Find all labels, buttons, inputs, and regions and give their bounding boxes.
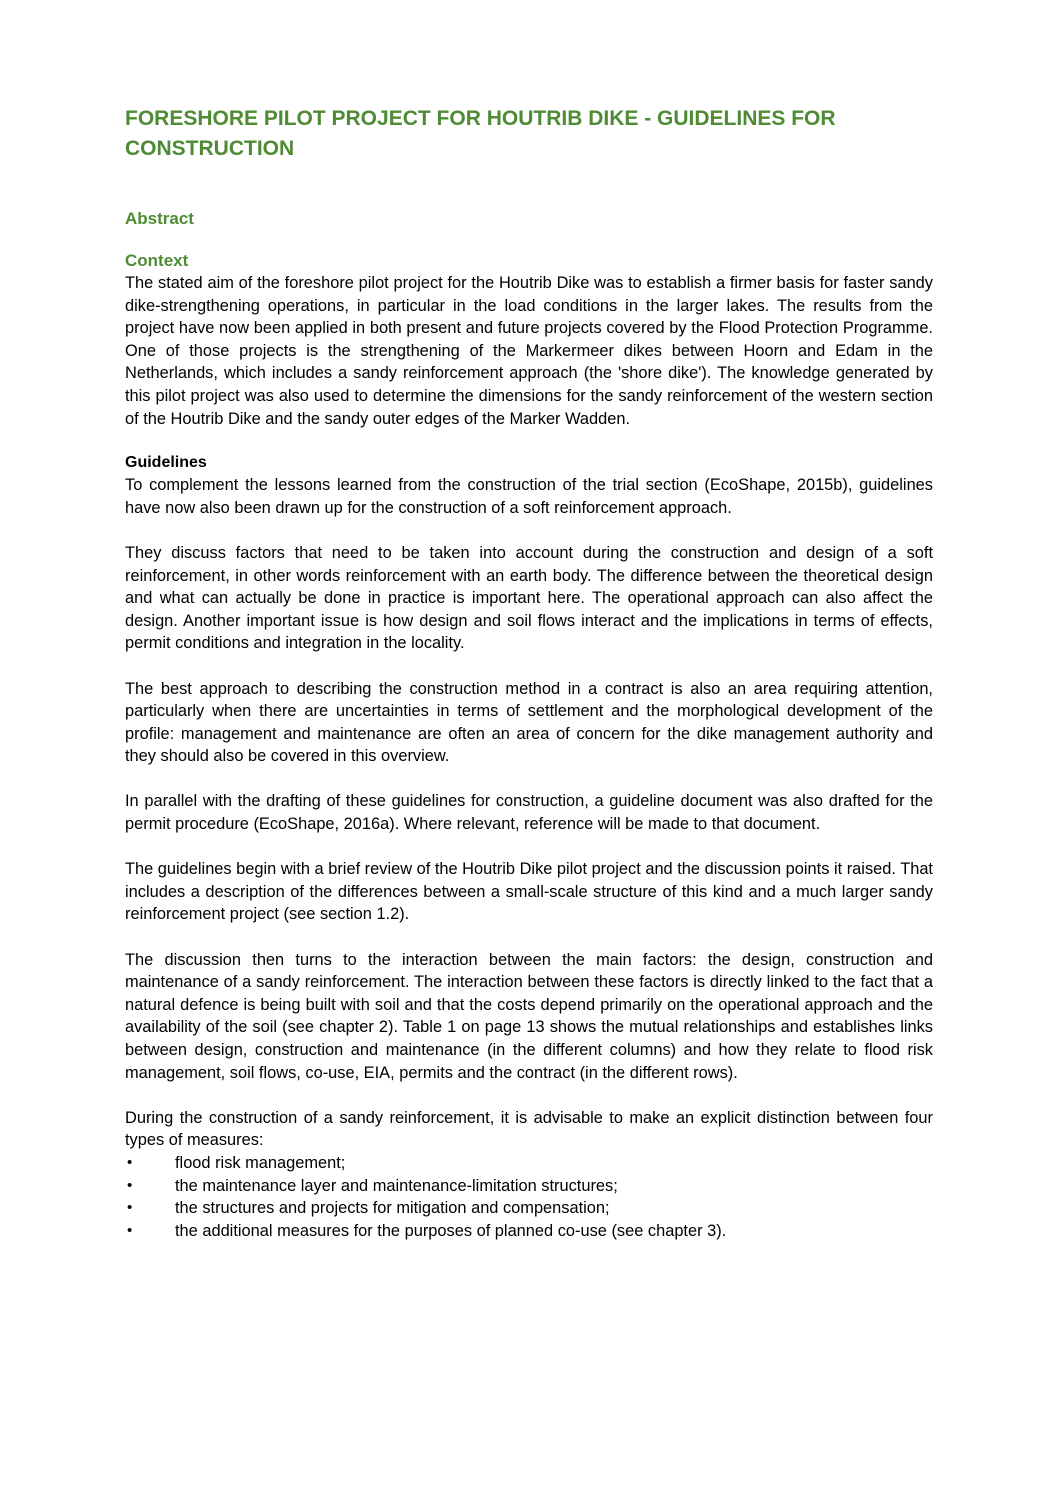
bullet-icon: •	[127, 1199, 133, 1217]
list-item-text: flood risk management;	[175, 1153, 346, 1172]
list-item-text: the structures and projects for mitigation and compensation;	[175, 1199, 610, 1218]
list-item	[125, 1197, 933, 1220]
abstract-heading: Abstract	[125, 209, 194, 228]
guidelines-paragraph-2: They discuss factors that need to be taken into account during the construction and design of a soft reinforcement, in other words reinforcement with an earth body. The difference between the theoretical design and what can actually be done in practice is important here. The operational approach can also affect the design. Another important issue is how design and soil flows interact and the implications in terms of effects, permit conditions and integration in the locality.	[125, 543, 933, 653]
list-item	[125, 1220, 933, 1243]
measures-list	[125, 1152, 933, 1242]
bullet-icon: •	[127, 1153, 133, 1171]
guidelines-paragraph-7: During the construction of a sandy reinforcement, it is advisable to make an explicit distinction between four types of measures:	[125, 1108, 933, 1150]
bullet-icon: •	[127, 1176, 133, 1194]
guidelines-heading: Guidelines	[125, 454, 207, 472]
bullet-icon: •	[127, 1221, 133, 1239]
guidelines-paragraph-4: In parallel with the drafting of these guidelines for construction, a guideline document was also drafted for the permit procedure (EcoShape, 2016a). Where relevant, reference will be made to that document.	[125, 792, 933, 834]
context-heading: Context	[125, 251, 189, 270]
guidelines-paragraph-3: The best approach to describing the construction method in a contract is also an area requiring attention, particularly when there are uncertainties in terms of settlement and the morphological development of the profile: management and maintenance are often an area of concern for the dike management authority and they should also be covered in this overview.	[125, 679, 933, 766]
document-title: FORESHORE PILOT PROJECT FOR HOUTRIB DIKE - GUIDELINES FOR CONSTRUCTION	[125, 107, 836, 160]
list-item	[125, 1175, 933, 1198]
guidelines-paragraph-6: The discussion then turns to the interaction between the main factors: the design, construction and maintenance of a sandy reinforcement. The interaction between these factors is directly linked to the fact that a natural defence is being built with soil and that the costs depend primarily on the operational approach and the availability of the soil (see chapter 2). Table 1 on page 13 shows the mutual relationships and establishes links between design, construction and maintenance (in the different columns) and how they relate to flood risk management, soil flows, co-use, EIA, permits and the contract (in the different rows).	[125, 950, 933, 1082]
list-item	[125, 1152, 933, 1175]
list-item-text: the maintenance layer and maintenance-limitation structures;	[175, 1176, 618, 1195]
context-paragraph: The stated aim of the foreshore pilot project for the Houtrib Dike was to establish a firmer basis for faster sandy dike-strengthening operations, in particular in the load conditions in the larger lakes. The results from the project have now been applied in both present and future projects covered by the Flood Protection Programme. One of those projects is the strengthening of the Markermeer dikes between Hoorn and Edam in the Netherlands, which includes a sandy reinforcement approach (the 'shore dike'). The knowledge generated by this pilot project was also used to determine the dimensions for the sandy reinforcement of the western section of the Houtrib Dike and the sandy outer edges of the Marker Wadden.	[125, 274, 933, 428]
list-item-text: the additional measures for the purposes of planned co-use (see chapter 3).	[175, 1221, 727, 1240]
page-content	[125, 104, 933, 1242]
guidelines-paragraph-1: To complement the lessons learned from the construction of the trial section (EcoShape, 2015b), guidelines have now also been drawn up for the construction of a soft reinforcement approach.	[125, 476, 933, 517]
guidelines-paragraph-5: The guidelines begin with a brief review of the Houtrib Dike pilot project and the discussion points it raised. That includes a description of the differences between a small-scale structure of this kind and a much larger sandy reinforcement project (see section 1.2).	[125, 860, 933, 924]
